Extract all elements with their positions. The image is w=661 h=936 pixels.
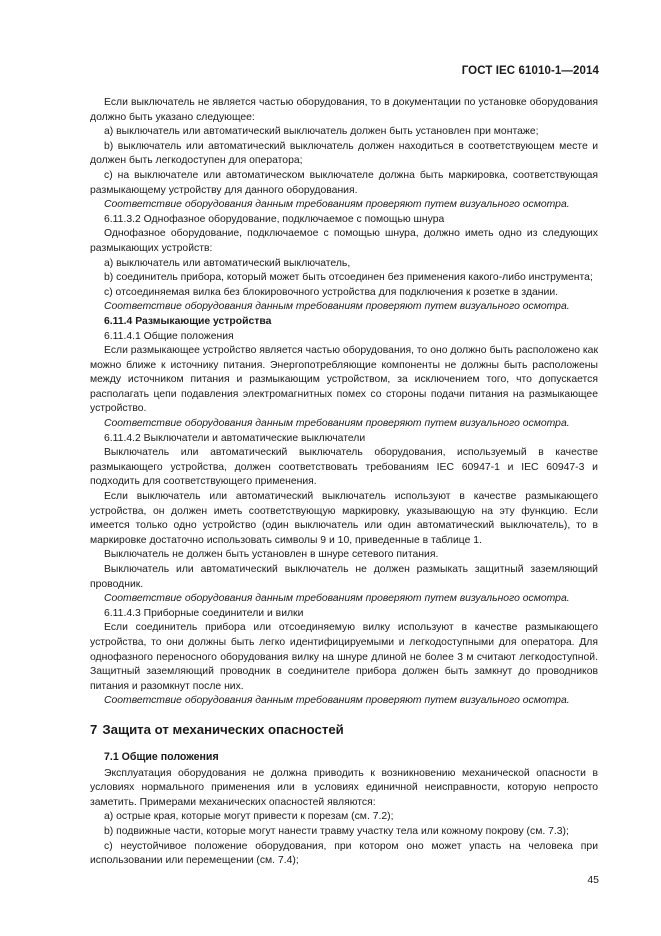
paragraph: Эксплуатация оборудования не должна приводить к возникновению механической опасности в условиях нормального применения или в условиях единичной неисправности, которую непросто заметить. Примерами механических опасностей являются: xyxy=(90,767,598,808)
compliance-note: Соответствие оборудования данным требованиям проверяют путем визуального осмотра. xyxy=(104,301,570,313)
section-number: 7 xyxy=(90,721,98,737)
compliance-note: Соответствие оборудования данным требованиям проверяют путем визуального осмотра. xyxy=(104,593,570,605)
paragraph: b) подвижные части, которые могут нанести травму участку тела или кожному покрову (см. 7.3); xyxy=(104,825,569,837)
paragraph: Выключатель или автоматический выключатель не должен размыкать защитный заземляющий проводник. xyxy=(90,564,598,590)
paragraph: Если соединитель прибора или отсоединяемую вилку используют в качестве размыкающего устройства, то они должны быть легко идентифицируемыми и легкодоступными для оператора. Для однофазного переносного оборудования вилку на шнуре длиной не более 3 м считают легкодоступной. Защитный заземляющий проводник в соединителе прибора должен быть замкнут до проводников питания и разомкнут после них. xyxy=(90,622,598,692)
paragraph: b) соединитель прибора, который может быть отсоединен без применения какого-либо инструмента; xyxy=(104,272,593,284)
section-text xyxy=(90,767,598,869)
clause-text xyxy=(90,96,598,709)
paragraph: 6.11.4.3 Приборные соединители и вилки xyxy=(104,607,304,619)
section-title: Защита от механических опасностей xyxy=(102,721,344,737)
subsection-heading: 7.1 Общие положения xyxy=(104,750,219,763)
page-content xyxy=(90,96,598,869)
paragraph: Если выключатель или автоматический выключатель используют в качестве размыкающего устройства, он должен иметь соответствующую маркировку, указывающую на эту функцию. Если имеется только одно устройство (один выключатель или один автоматический выключатель), то в маркировке достаточно использовать символы 9 и 10, приведенные в таблице 1. xyxy=(90,491,598,546)
compliance-note: Соответствие оборудования данным требованиям проверяют путем визуального осмотра. xyxy=(104,199,570,211)
paragraph: Если размыкающее устройство является частью оборудования, то оно должно быть расположено как можно ближе к источнику питания. Энергопотребляющие компоненты не должны быть расположены между источником питания и размыкающим устройством, за исключением того, что допускается располагать цепи подавления электромагнитных помех со стороны подачи питания на размыкающее устройство. xyxy=(90,345,598,415)
standard-header: ГОСТ IEC 61010-1—2014 xyxy=(461,65,599,77)
paragraph: Выключатель не должен быть установлен в шнуре сетевого питания. xyxy=(104,549,439,561)
paragraph: Если выключатель не является частью оборудования, то в документации по установке оборудования должно быть указано следующее: xyxy=(90,97,598,123)
paragraph: c) неустойчивое положение оборудования, при котором оно может упасть на человека при использовании или перемещении (см. 7.4); xyxy=(90,840,598,867)
page-number: 45 xyxy=(587,874,599,886)
paragraph: Однофазное оборудование, подключаемое с помощью шнура, должно иметь одно из следующих размыкающих устройств: xyxy=(90,228,598,254)
paragraph: Выключатель или автоматический выключатель оборудования, используемый в качестве размыкающего устройства, должен соответствовать требованиям IEC 60947-1 и IEC 60947-3 и подходить для соответствующего применения. xyxy=(90,447,598,488)
compliance-note: Соответствие оборудования данным требованиям проверяют путем визуального осмотра. xyxy=(104,418,570,430)
clause-heading: 6.11.4 Размыкающие устройства xyxy=(104,315,272,327)
paragraph: c) отсоединяемая вилка без блокировочного устройства для подключения к розетке в здании. xyxy=(104,286,559,298)
compliance-note: Соответствие оборудования данным требованиям проверяют путем визуального осмотра. xyxy=(104,695,570,707)
paragraph: 6.11.4.1 Общие положения xyxy=(104,330,234,342)
paragraph: 6.11.3.2 Однофазное оборудование, подключаемое с помощью шнура xyxy=(104,213,445,225)
section-heading xyxy=(90,721,598,739)
paragraph: 6.11.4.2 Выключатели и автоматические выключатели xyxy=(104,432,366,444)
paragraph: c) на выключателе или автоматическом выключателе должна быть маркировка, соответствующая размыкающему устройству для данного оборудования. xyxy=(90,169,598,196)
paragraph: a) выключатель или автоматический выключатель должен быть установлен при монтаже; xyxy=(104,126,539,138)
paragraph: a) выключатель или автоматический выключатель, xyxy=(104,257,351,269)
paragraph: b) выключатель или автоматический выключатель должен находиться в соответствующем месте и должен быть легкодоступен для оператора; xyxy=(90,140,598,167)
paragraph: a) острые края, которые могут привести к порезам (см. 7.2); xyxy=(104,811,394,823)
